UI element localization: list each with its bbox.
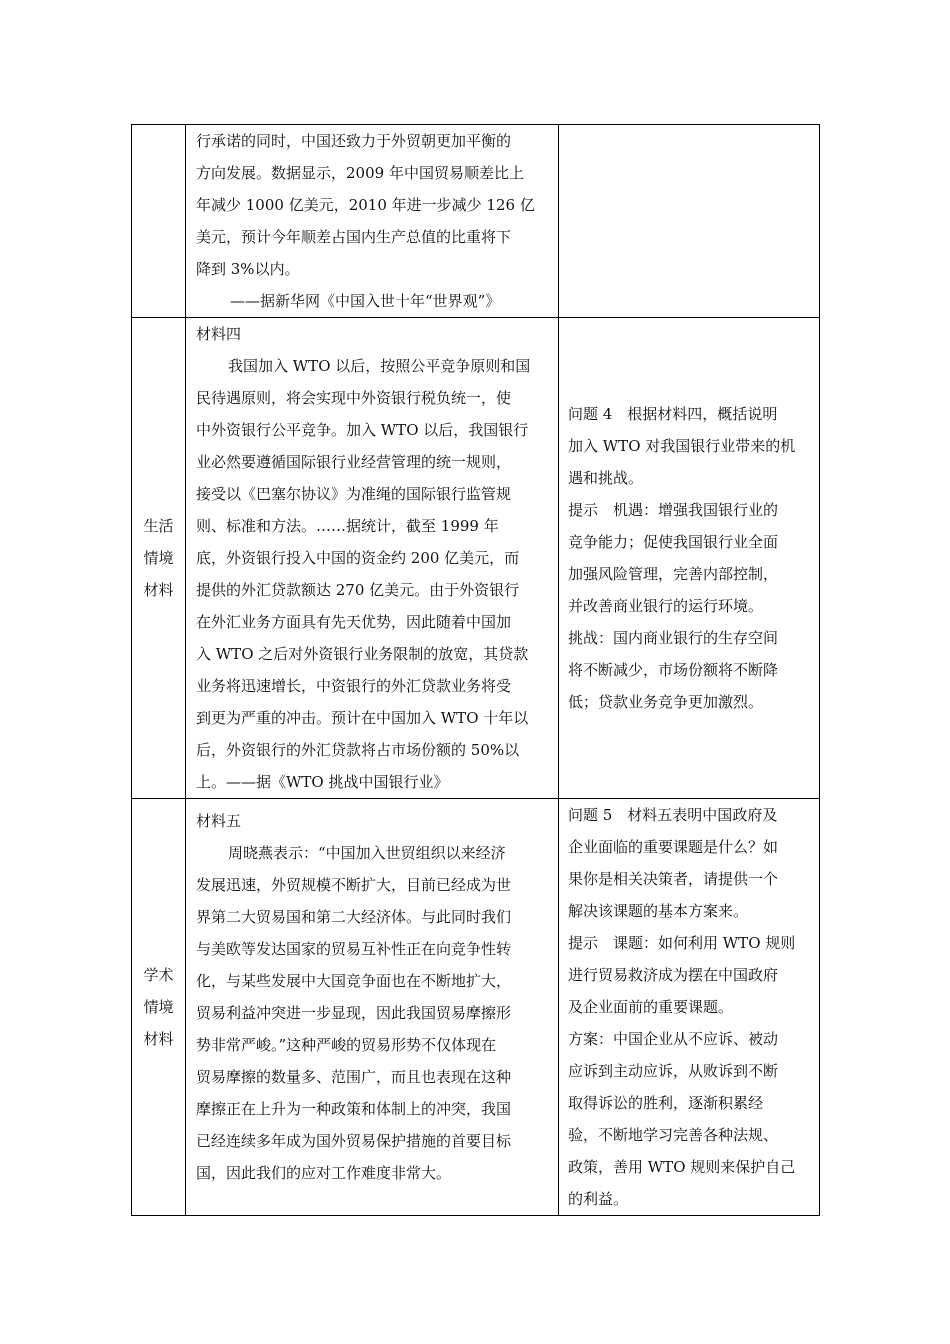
material-line: 贸易摩擦的数量多、范围广，而且也表现在这种 bbox=[196, 1068, 512, 1086]
material-line: 降到 3%以内。 bbox=[196, 260, 300, 278]
row-label-line: 生活 bbox=[143, 517, 174, 535]
material-line: 后，外资银行的外汇贷款将占市场份额的 50%以 bbox=[196, 741, 520, 759]
material-cell bbox=[186, 125, 559, 318]
material-line: 我国加入 WTO 以后，按照公平竞争原则和国 bbox=[228, 357, 531, 375]
hint-line: 取得诉讼的胜利，逐渐积累经 bbox=[568, 1094, 764, 1112]
hint-line: 挑战：国内商业银行的生存空间 bbox=[568, 629, 779, 647]
hint-line: 方案：中国企业从不应诉、被动 bbox=[568, 1030, 779, 1048]
question-line: 问题 4 根据材料四，概括说明 bbox=[568, 405, 778, 423]
material-cell bbox=[186, 799, 559, 1216]
hint-line: 进行贸易救济成为摆在中国政府 bbox=[568, 966, 779, 984]
material-line: 化，与某些发展中大国竞争面也在不断地扩大， bbox=[196, 972, 512, 990]
question-line: 企业面临的重要课题是什么？如 bbox=[568, 838, 779, 856]
hint-line: 及企业面前的重要课题。 bbox=[568, 998, 734, 1016]
material-line: 入 WTO 之后对外资银行业务限制的放宽，其贷款 bbox=[196, 645, 529, 663]
row-label-cell bbox=[132, 125, 186, 318]
material-heading: 材料五 bbox=[196, 812, 242, 830]
material-line: 在外汇业务方面具有先天优势，因此随着中国加 bbox=[196, 613, 512, 631]
material-cell bbox=[186, 318, 559, 799]
row-label-line: 学术 bbox=[143, 966, 174, 984]
material-line: 中外资银行公平竞争。加入 WTO 以后，我国银行 bbox=[196, 421, 529, 439]
material-line: 势非常严峻。”这种严峻的贸易形势不仅体现在 bbox=[196, 1036, 497, 1054]
question-line: 果你是相关决策者，请提供一个 bbox=[568, 870, 779, 888]
material-line: 已经连续多年成为国外贸易保护措施的首要目标 bbox=[196, 1132, 512, 1150]
row-label-cell bbox=[132, 318, 186, 799]
material-line: 底，外资银行投入中国的资金约 200 亿美元，而 bbox=[196, 549, 520, 567]
question-cell bbox=[559, 318, 820, 799]
question-line: 解决该课题的基本方案来。 bbox=[568, 902, 749, 920]
material-line: 业必然要遵循国际银行业经营管理的统一规则， bbox=[196, 453, 512, 471]
question-cell bbox=[559, 799, 820, 1216]
hint-line: 政策，善用 WTO 规则来保护自己 bbox=[568, 1158, 796, 1176]
table-row bbox=[132, 318, 820, 799]
question-line: 加入 WTO 对我国银行业带来的机 bbox=[568, 437, 796, 455]
material-line: 年减少 1000 亿美元，2010 年进一步减少 126 亿 bbox=[196, 196, 535, 214]
material-line: 行承诺的同时，中国还致力于外贸朝更加平衡的 bbox=[196, 132, 512, 150]
material-source: ——据新华网《中国入世十年“世界观”》 bbox=[230, 292, 501, 310]
material-line: 界第二大贸易国和第二大经济体。与此同时我们 bbox=[196, 908, 512, 926]
material-line: 摩擦正在上升为一种政策和体制上的冲突，我国 bbox=[196, 1100, 512, 1118]
material-table bbox=[131, 124, 820, 1216]
material-line: 美元，预计今年顺差占国内生产总值的比重将下 bbox=[196, 228, 512, 246]
hint-line: 低；贷款业务竞争更加激烈。 bbox=[568, 693, 764, 711]
material-line: 贸易利益冲突进一步显现，因此我国贸易摩擦形 bbox=[196, 1004, 512, 1022]
hint-line: 提示 机遇：增强我国银行业的 bbox=[568, 501, 779, 519]
question-cell bbox=[559, 125, 820, 318]
hint-line: 验，不断地学习完善各种法规、 bbox=[568, 1126, 779, 1144]
material-line: 民待遇原则，将会实现中外资银行税负统一，使 bbox=[196, 389, 512, 407]
material-line: 与美欧等发达国家的贸易互补性正在向竞争性转 bbox=[196, 940, 512, 958]
material-line: 发展迅速，外贸规模不断扩大，目前已经成为世 bbox=[196, 876, 512, 894]
material-line: 到更为严重的冲击。预计在中国加入 WTO 十年以 bbox=[196, 709, 529, 727]
row-label-cell bbox=[132, 799, 186, 1216]
hint-line: 的利益。 bbox=[568, 1190, 629, 1208]
hint-line: 将不断减少，市场份额将不断降 bbox=[568, 661, 779, 679]
material-line: 国，因此我们的应对工作难度非常大。 bbox=[196, 1164, 452, 1182]
row-label-line: 情境 bbox=[143, 998, 174, 1016]
hint-line: 应诉到主动应诉，从败诉到不断 bbox=[568, 1062, 779, 1080]
table-row bbox=[132, 125, 820, 318]
hint-line: 竞争能力；促使我国银行业全面 bbox=[568, 533, 779, 551]
hint-line: 并改善商业银行的运行环境。 bbox=[568, 597, 764, 615]
material-line: 业务将迅速增长，中资银行的外汇贷款业务将受 bbox=[196, 677, 512, 695]
question-line: 遇和挑战。 bbox=[568, 469, 644, 487]
row-label-line: 材料 bbox=[143, 581, 174, 599]
material-line: 则、标准和方法。……据统计，截至 1999 年 bbox=[196, 517, 499, 535]
question-line: 问题 5 材料五表明中国政府及 bbox=[568, 806, 778, 824]
material-heading: 材料四 bbox=[196, 325, 242, 343]
material-line: 方向发展。数据显示，2009 年中国贸易顺差比上 bbox=[196, 164, 524, 182]
hint-line: 加强风险管理，完善内部控制， bbox=[568, 565, 779, 583]
hint-line: 提示 课题：如何利用 WTO 规则 bbox=[568, 934, 796, 952]
material-line: 周晓燕表示：“中国加入世贸组织以来经济 bbox=[228, 844, 506, 862]
row-label-line: 情境 bbox=[143, 549, 174, 567]
row-label-line: 材料 bbox=[143, 1030, 174, 1048]
material-line: 接受以《巴塞尔协议》为准绳的国际银行监管规 bbox=[196, 485, 512, 503]
material-line: 上。——据《WTO 挑战中国银行业》 bbox=[196, 773, 449, 791]
material-line: 提供的外汇贷款额达 270 亿美元。由于外资银行 bbox=[196, 581, 520, 599]
table-row bbox=[132, 799, 820, 1216]
